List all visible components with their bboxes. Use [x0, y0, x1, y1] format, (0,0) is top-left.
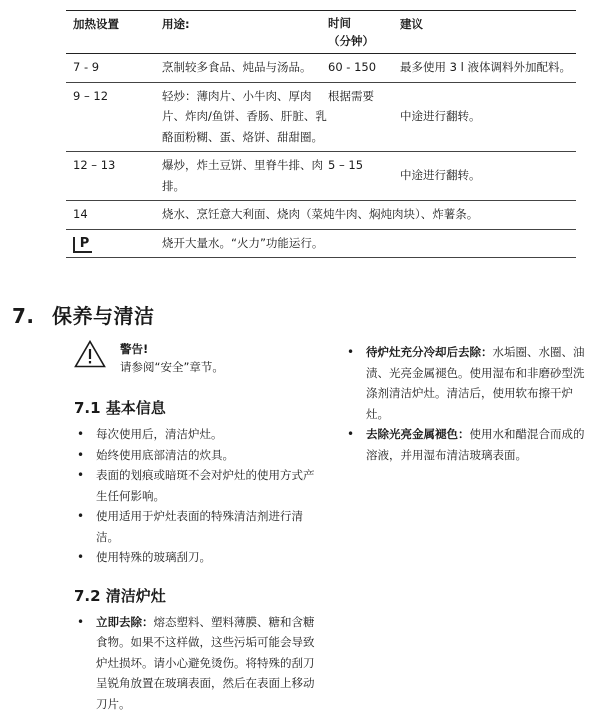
- list-item-lead: 去除光亮金属褪色：: [366, 427, 470, 441]
- heat-settings-table: [66, 10, 576, 258]
- table-row: [66, 229, 576, 258]
- list-item: • 表面的划痕或暗斑不会对炉灶的使用方式产生任何影响。: [74, 465, 316, 506]
- list-item: • 每次使用后，清洁炉灶。: [74, 424, 316, 445]
- right-column: [336, 342, 586, 465]
- list-item: [74, 612, 316, 715]
- list-item: [344, 424, 586, 465]
- list-item: • 使用特殊的玻璃刮刀。: [74, 547, 316, 568]
- list-item-lead: 立即去除：: [96, 614, 154, 629]
- section-title-text: 保养与清洁: [52, 304, 155, 328]
- cell-setting: 7 - 9: [73, 60, 100, 74]
- list-item-lead: 待炉灶充分冷却后去除：: [366, 345, 493, 359]
- table-row: [66, 152, 576, 201]
- subsection-title-basic: 7.1 基本信息: [74, 399, 166, 417]
- cell-setting: 14: [73, 207, 88, 221]
- cell-setting: [66, 229, 162, 258]
- power-boost-p-icon: P: [73, 237, 92, 253]
- list-item: • 使用适用于炉灶表面的特殊清洁剂进行清洁。: [74, 506, 316, 547]
- list-item: [344, 342, 586, 424]
- cell-use: 烹制较多食品、炖品与汤品。: [162, 60, 312, 74]
- header-time: 时间 （分钟）: [328, 11, 400, 54]
- list-item: • 始终使用底部清洁的炊具。: [74, 445, 316, 466]
- warning-triangle-icon: [74, 340, 106, 368]
- header-setting: 加热设置: [66, 11, 162, 54]
- cleaning-list-continued: [344, 342, 586, 465]
- warning-title: 警告!: [120, 342, 149, 356]
- cell-use: 烧水、烹饪意大利面、烧肉（菜炖牛肉、焖炖肉块）、炸薯条。: [162, 207, 479, 221]
- cell-use: 爆炒，炸土豆饼、里脊牛排、肉排。: [162, 158, 323, 193]
- warning-box: [74, 340, 316, 376]
- table-row: [66, 201, 576, 230]
- list-item-text: 熔态塑料、塑料薄膜、糖和含糖食物。如果不这样做，这些污垢可能会导致炉灶损坏。请小心避免烫伤。将特殊的刮刀呈锐角放置在玻璃表面，然后在表面上移动刀片。: [96, 614, 315, 711]
- cell-time: 5 – 15: [328, 158, 364, 172]
- table-header: [66, 11, 576, 54]
- section-number: 7.: [12, 304, 35, 328]
- list-item-text: 水垢圈、水圈、油渍、光亮金属褪色。使用湿布和非磨砂型洗涤剂清洁炉灶。清洁后，使用软布擦干炉灶。: [366, 345, 585, 421]
- table-row: [66, 54, 576, 83]
- cell-time: 60 - 150: [328, 60, 377, 74]
- header-advice: 建议: [400, 11, 576, 54]
- cell-advice: 中途进行翻转。: [400, 168, 481, 183]
- cell-use: 轻炒：薄肉片、小牛肉、厚肉片、炸肉/鱼饼、香肠、肝脏、乳酪面粉糊、蛋、烙饼、甜甜圈。: [162, 88, 327, 144]
- cleaning-list: [74, 612, 316, 715]
- table-row: [66, 82, 576, 152]
- header-use: 用途:: [162, 11, 328, 54]
- cell-setting: 12 – 13: [73, 158, 116, 172]
- basic-info-list: [74, 424, 316, 568]
- cell-use: 烧开大量水。“火力”功能运行。: [162, 235, 324, 250]
- subsection-title-cleaning: 7.2 清洁炉灶: [74, 586, 166, 605]
- cell-advice: 中途进行翻转。: [400, 109, 481, 123]
- warning-text: 请参阅“安全”章节。: [120, 360, 224, 374]
- cell-advice: 最多使用 3 l 液体调料外加配料。: [400, 60, 571, 74]
- cell-time: 根据需要: [328, 88, 374, 103]
- left-column: [66, 340, 316, 714]
- section-title: [12, 300, 155, 329]
- cell-setting: 9 – 12: [73, 88, 109, 103]
- list-item-text: 使用水和醋混合而成的溶液，并用湿布清洁玻璃表面。: [366, 427, 585, 462]
